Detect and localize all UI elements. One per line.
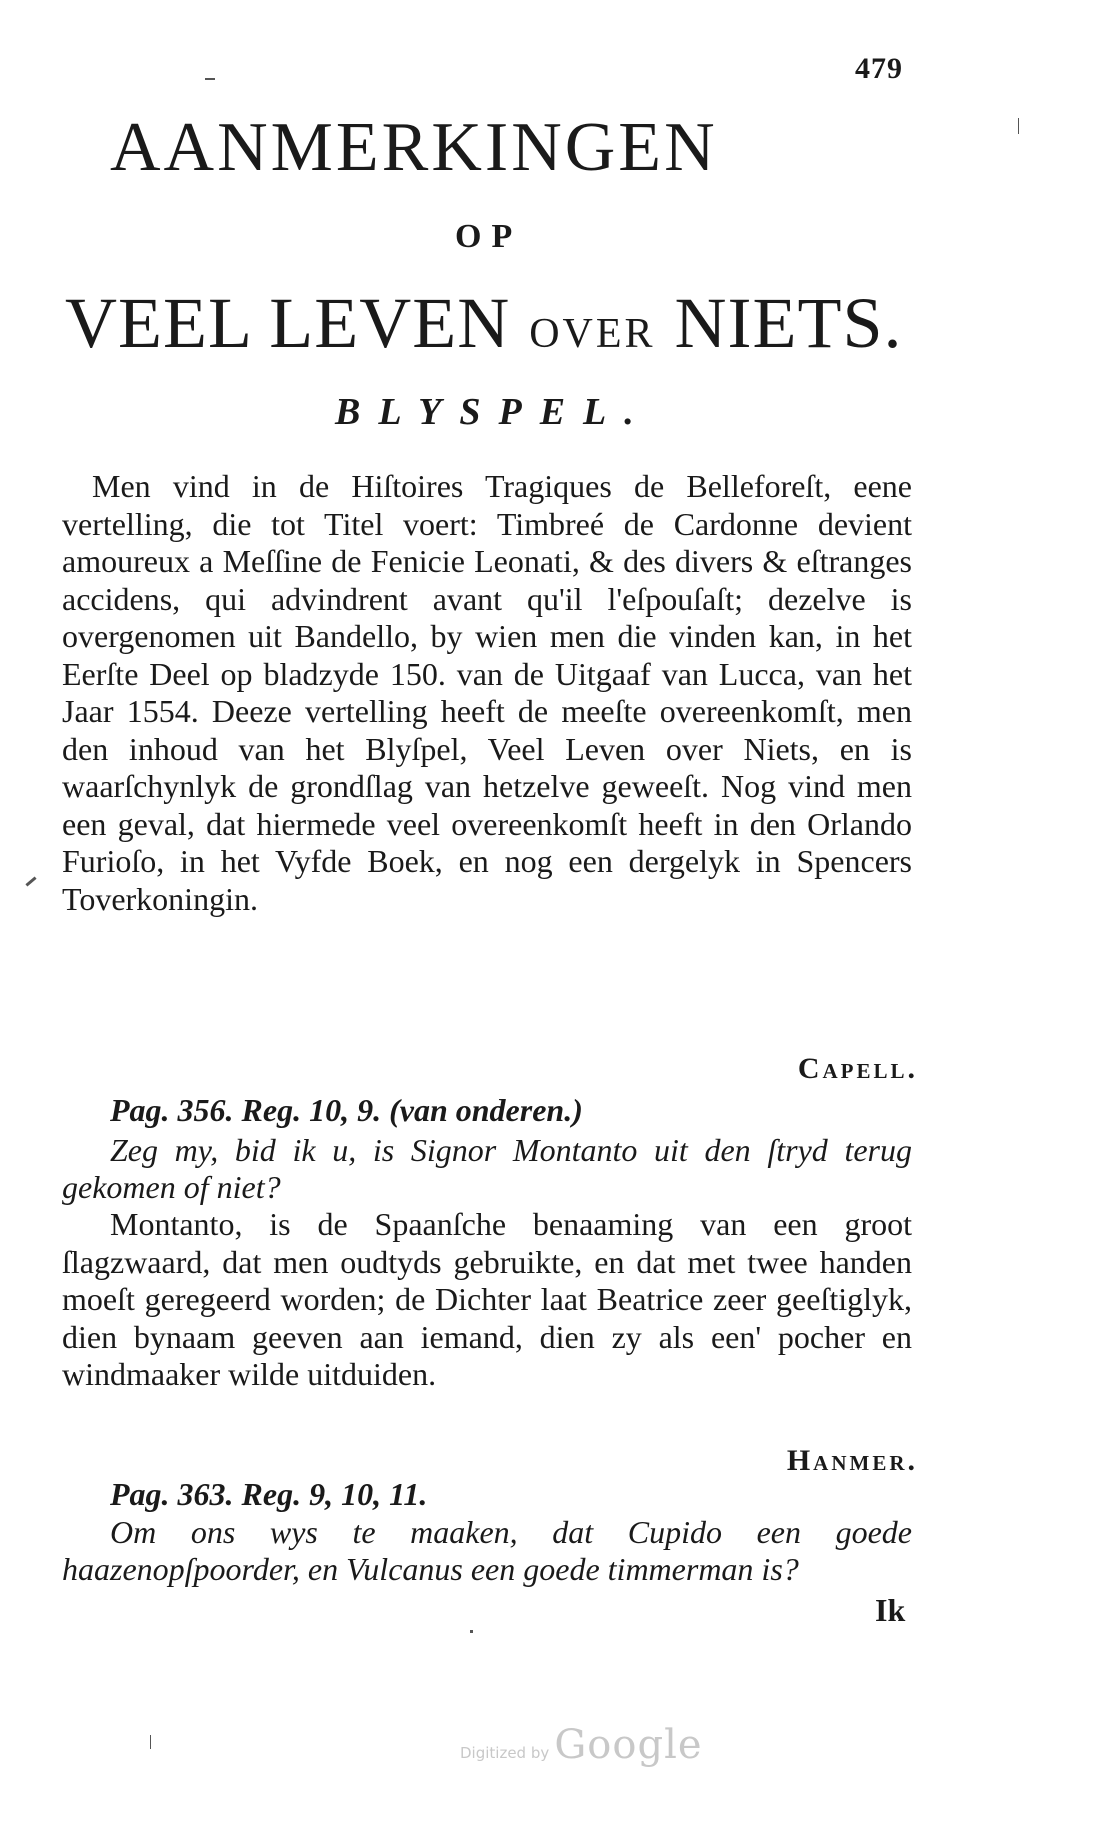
play-title-part1: VEEL LEVEN bbox=[65, 283, 530, 363]
print-speck bbox=[25, 876, 36, 886]
title-connector: OP bbox=[455, 218, 523, 255]
catchword: Ik bbox=[875, 1592, 906, 1628]
section-title: AANMERKINGEN bbox=[110, 109, 718, 186]
print-speck bbox=[1018, 118, 1019, 134]
play-title-small: OVER bbox=[529, 311, 656, 357]
print-speck bbox=[205, 78, 215, 80]
intro-paragraph: Men vind in de Hiſtoires Tragiques de Belleforeſt, eene vertelling, die tot Titel voert: Timbreé de Cardonne devient amoureux a Meſſine de Fenicie Leonati, & des divers & eſtranges accidens, qui advindrent avant qu'il l'eſpouſaſt; dezelve is overgenomen uit Bandello, by wien men die vinden kan, in het Eerſte Deel op bladzyde 150. van de Uitgaaf van Lucca, van het Jaar 1554. Deeze vertelling heeft de meeſte overeenkomſt, men den inhoud van het Blyſpel, Veel Leven over Niets, en is waarſchynlyk de grondſlag van hetzelve geweeſt. Nog vind men een geval, dat hiermede veel overeenkomſt heeft in den Orlando Furioſo, in het Vyfde Boek, en nog een dergelyk in Spencers Toverkoningin. bbox=[62, 468, 912, 917]
reference-1: Pag. 356. Reg. 10, 9. (van onderen.) bbox=[110, 1092, 583, 1128]
digitization-watermark bbox=[460, 1722, 703, 1768]
print-speck bbox=[470, 1630, 473, 1633]
genre-label: BLYSPEL. bbox=[335, 391, 652, 433]
watermark-prefix: Digitized by bbox=[460, 1744, 550, 1762]
reference-2: Pag. 363. Reg. 9, 10, 11. bbox=[110, 1476, 428, 1512]
play-title bbox=[65, 282, 925, 365]
signature-capell: Capell. bbox=[797, 1052, 918, 1085]
watermark-brand: Google bbox=[554, 1722, 703, 1768]
page-number: 479 bbox=[855, 52, 903, 85]
quote-2: Om ons wys te maaken, dat Cupido een goede haazenopſpoorder, en Vulcanus een goede timmerman is? bbox=[62, 1514, 912, 1587]
note-1: Montanto, is de Spaanſche benaaming van een groot ſlagzwaard, dat men oudtyds gebruikte, en dat met twee handen moeſt geregeerd worden; de Dichter laat Beatrice zeer geeſtiglyk, dien bynaam geeven aan iemand, dien zy als een' pocher en windmaaker wilde uitduiden. bbox=[62, 1206, 912, 1392]
play-title-part2: NIETS. bbox=[655, 283, 903, 363]
quote-1: Zeg my, bid ik u, is Signor Montanto uit den ſtryd terug gekomen of niet? bbox=[62, 1132, 912, 1205]
print-speck bbox=[150, 1735, 151, 1749]
signature-hanmer: Hanmer. bbox=[786, 1444, 918, 1477]
